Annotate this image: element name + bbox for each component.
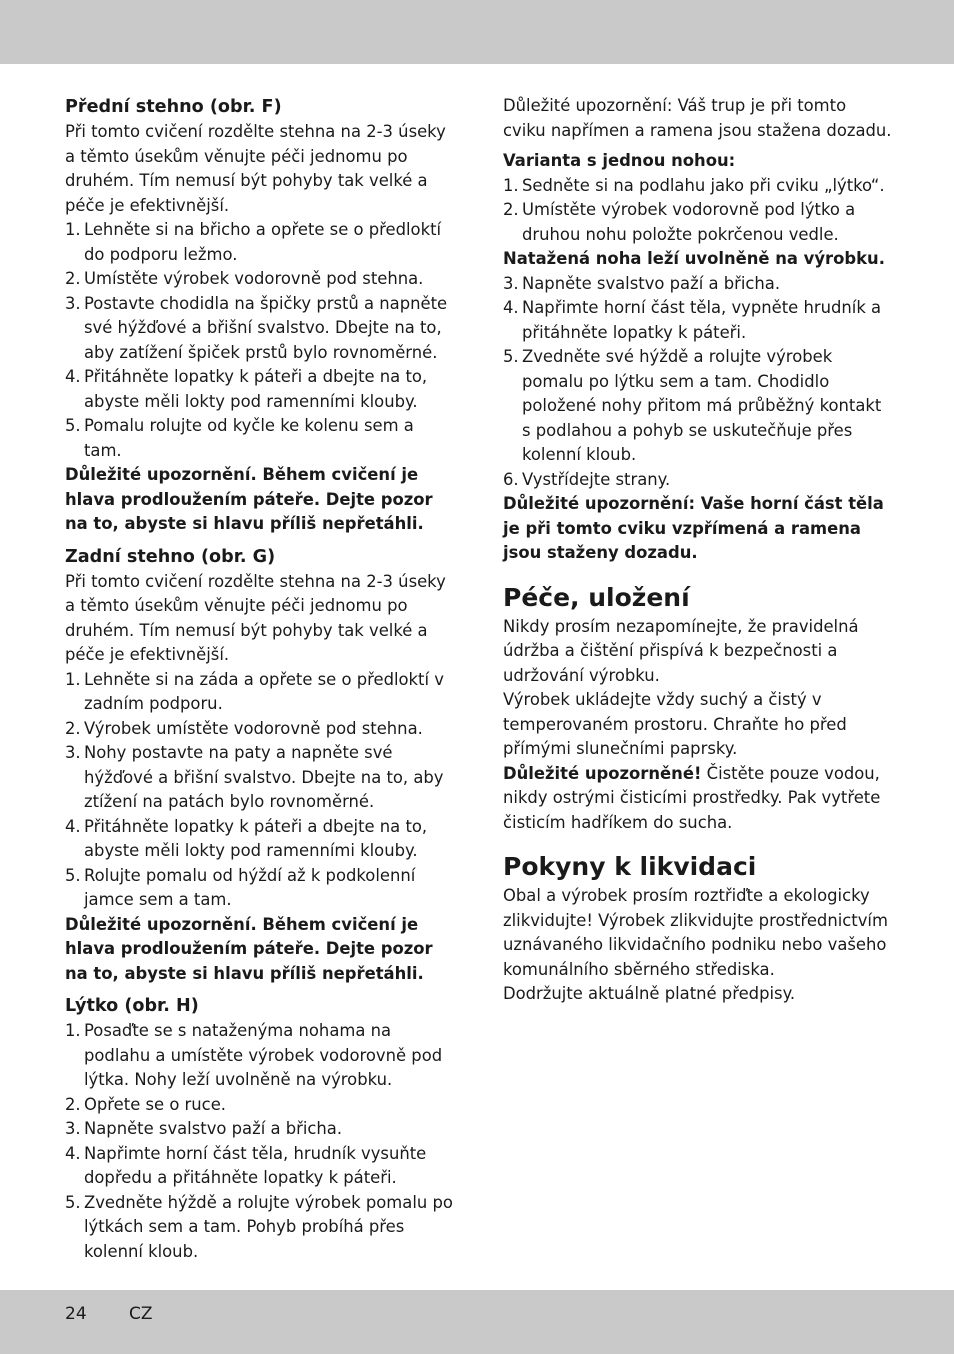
paragraph: Nikdy prosím nezapomínejte, že pravidelná údržba a čištění přispívá k bezpečnosti a udržování výrobku.: [503, 616, 859, 685]
right-column: [503, 94, 893, 1007]
calf-note: Důležité upozornění: Váš trup je při tomto cviku napřímen a ramena jsou stažena dozadu.: [503, 96, 892, 140]
list-item: [503, 198, 893, 247]
step-text: Zvedněte hýždě a rolujte výrobek pomalu po lýtkách sem a tam. Pohyb probíhá přes kolenní kloub.: [84, 1192, 453, 1261]
list-item: [503, 174, 893, 199]
section-front-thigh: [65, 94, 455, 537]
step-text: Sedněte si na podlahu jako při cviku „lýtko“.: [522, 175, 885, 195]
step-number: 1.: [65, 669, 81, 689]
list-item: [65, 815, 455, 864]
list-item: [65, 741, 455, 815]
left-column: [65, 94, 455, 1264]
step-number: 2.: [65, 718, 81, 738]
step-number: 5.: [65, 416, 81, 435]
list-item: [65, 717, 455, 742]
list-item: [65, 1191, 455, 1265]
header-band: [0, 0, 954, 64]
steps-list: [65, 218, 455, 463]
section-title: Přední stehno (obr. F): [65, 97, 282, 117]
step-number: 3.: [65, 743, 81, 762]
steps-list: [65, 1019, 455, 1264]
step-text: Lehněte si na břicho a opřete se o předloktí do podporu ležmo.: [84, 220, 442, 264]
step-text: Rolujte pomalu od hýždí až k podkolenní jamce sem a tam.: [84, 865, 416, 909]
list-item: [65, 414, 455, 463]
list-item: [65, 1117, 455, 1142]
step-number: 2.: [503, 200, 519, 219]
step-text: Napněte svalstvo paží a břicha.: [84, 1119, 343, 1138]
language-code: CZ: [129, 1304, 153, 1324]
warning-label: Důležité upozorněné!: [503, 763, 702, 783]
section-heading: Pokyny k likvidaci: [503, 852, 757, 881]
step-text: Lehněte si na záda a opřete se o předloktí v zadním podporu.: [84, 669, 444, 713]
step-text: Umístěte výrobek vodorovně pod lýtko a druhou nohu položte pokrčenou vedle.: [522, 200, 856, 244]
list-item: [65, 218, 455, 267]
paragraph: Obal a výrobek prosím roztřiďte a ekologicky zlikvidujte! Výrobek zlikvidujte prostřednictvím uznávaného likvidačního podniku nebo vašeho komunálního sběrného střediska.: [503, 886, 888, 979]
step-text: Přitáhněte lopatky k páteři a dbejte na to, abyste měli lokty pod ramenními klouby.: [84, 816, 428, 860]
step-number: 3.: [65, 1119, 81, 1138]
step-text: Pomalu rolujte od kyčle ke kolenu sem a tam.: [84, 416, 414, 460]
step-text: Posaďte se s nataženýma nohama na podlahu a umístěte výrobek vodorovně pod lýtka. Nohy leží uvolněně na výrobku.: [84, 1021, 443, 1089]
step-number: 1.: [503, 175, 519, 195]
step-text: Postavte chodidla na špičky prstů a napněte své hýžďové a břišní svalstvo. Dbejte na to, aby zatížení špiček prstů bylo rovnoměrné.: [84, 293, 448, 362]
intro-text: Při tomto cvičení rozdělte stehna na 2-3 úseky a těmto úsekům věnujte péči jednomu po druhém. Tím nemusí být pohyby tak velké a péče je efektivnější.: [65, 571, 446, 664]
list-item: [503, 468, 893, 493]
step-number: 5.: [65, 865, 81, 885]
step-text: Vystřídejte strany.: [522, 469, 671, 489]
step-number: 3.: [65, 293, 81, 313]
step-text: Umístěte výrobek vodorovně pod stehna.: [84, 269, 424, 288]
step-text: Výrobek umístěte vodorovně pod stehna.: [84, 718, 423, 738]
warning-text: Čistěte pouze vodou, nikdy ostrými čisticími prostředky. Pak vytřete čisticím hadříkem do sucha.: [503, 763, 881, 832]
page-number: 24: [65, 1304, 87, 1324]
list-item: [503, 296, 893, 345]
step-number: 3.: [503, 273, 519, 293]
list-item: [65, 1142, 455, 1191]
step-number: 4.: [503, 298, 519, 317]
step-text: Nohy postavte na paty a napněte své hýžďové a břišní svalstvo. Dbejte na to, aby ztížení na patách bylo rovnoměrné.: [84, 743, 444, 811]
section-single-leg: [503, 149, 893, 566]
step-text: Zvedněte své hýždě a rolujte výrobek pomalu po lýtku sem a tam. Chodidlo položené nohy přitom má průběžný kontakt s podlahou a pohyb se uskutečňuje přes kolenní kloub.: [522, 347, 882, 464]
step-text: Přitáhněte lopatky k páteři a dbejte na to, abyste měli lokty pod ramenními klouby.: [84, 367, 428, 411]
section-care: [503, 581, 893, 836]
bold-line: Natažená noha leží uvolněně na výrobku.: [503, 249, 885, 268]
step-text: Napněte svalstvo paží a břicha.: [522, 273, 781, 293]
list-item: [65, 864, 455, 913]
step-number: 1.: [65, 1021, 81, 1040]
list-item: [65, 267, 455, 292]
important-note: Důležité upozornění. Během cvičení je hlava prodloužením páteře. Dejte pozor na to, abyste si hlavu příliš nepřetáhli.: [65, 914, 433, 983]
list-item: [65, 668, 455, 717]
step-number: 5.: [503, 347, 519, 366]
list-item: [503, 345, 893, 468]
intro-text: Při tomto cvičení rozdělte stehna na 2-3 úseky a těmto úsekům věnujte péči jednomu po druhém. Tím nemusí být pohyby tak velké a péče je efektivnější.: [65, 122, 446, 215]
steps-list: [503, 272, 893, 493]
section-back-thigh: [65, 544, 455, 987]
list-item: [65, 292, 455, 366]
paragraph: Výrobek ukládejte vždy suchý a čistý v temperovaném prostoru. Chraňte ho před přímými slunečními paprsky.: [503, 690, 847, 758]
section-title: Lýtko (obr. H): [65, 996, 199, 1016]
step-number: 2.: [65, 1094, 81, 1114]
steps-list: [503, 174, 893, 248]
section-heading: Péče, uložení: [503, 582, 690, 612]
important-note: Důležité upozornění. Během cvičení je hlava prodloužením páteře. Dejte pozor na to, abyste si hlavu příliš nepřetáhli.: [65, 465, 433, 533]
step-number: 4.: [65, 1143, 81, 1163]
step-text: Napřimte horní část těla, hrudník vysuňte dopředu a přitáhněte lopatky k páteři.: [84, 1143, 427, 1187]
step-text: Opřete se o ruce.: [84, 1094, 226, 1114]
list-item: [503, 272, 893, 297]
section-disposal: [503, 850, 893, 1007]
section-title: Zadní stehno (obr. G): [65, 546, 276, 567]
list-item: [65, 1019, 455, 1093]
list-item: [65, 365, 455, 414]
step-number: 6.: [503, 469, 519, 489]
step-number: 2.: [65, 269, 81, 288]
important-note: Důležité upozornění: Vaše horní část těla je při tomto cviku vzpřímená a ramena jsou staženy dozadu.: [503, 494, 884, 562]
step-number: 5.: [65, 1192, 81, 1212]
section-title: Varianta s jednou nohou:: [503, 151, 736, 170]
warning-paragraph: [503, 762, 893, 836]
list-item: [65, 1093, 455, 1118]
paragraph: Dodržujte aktuálně platné předpisy.: [503, 984, 796, 1003]
section-calf: [65, 993, 455, 1264]
step-text: Napřimte horní část těla, vypněte hrudník a přitáhněte lopatky k páteři.: [522, 298, 882, 342]
step-number: 4.: [65, 367, 81, 386]
steps-list: [65, 668, 455, 913]
step-number: 4.: [65, 816, 81, 836]
step-number: 1.: [65, 220, 81, 239]
